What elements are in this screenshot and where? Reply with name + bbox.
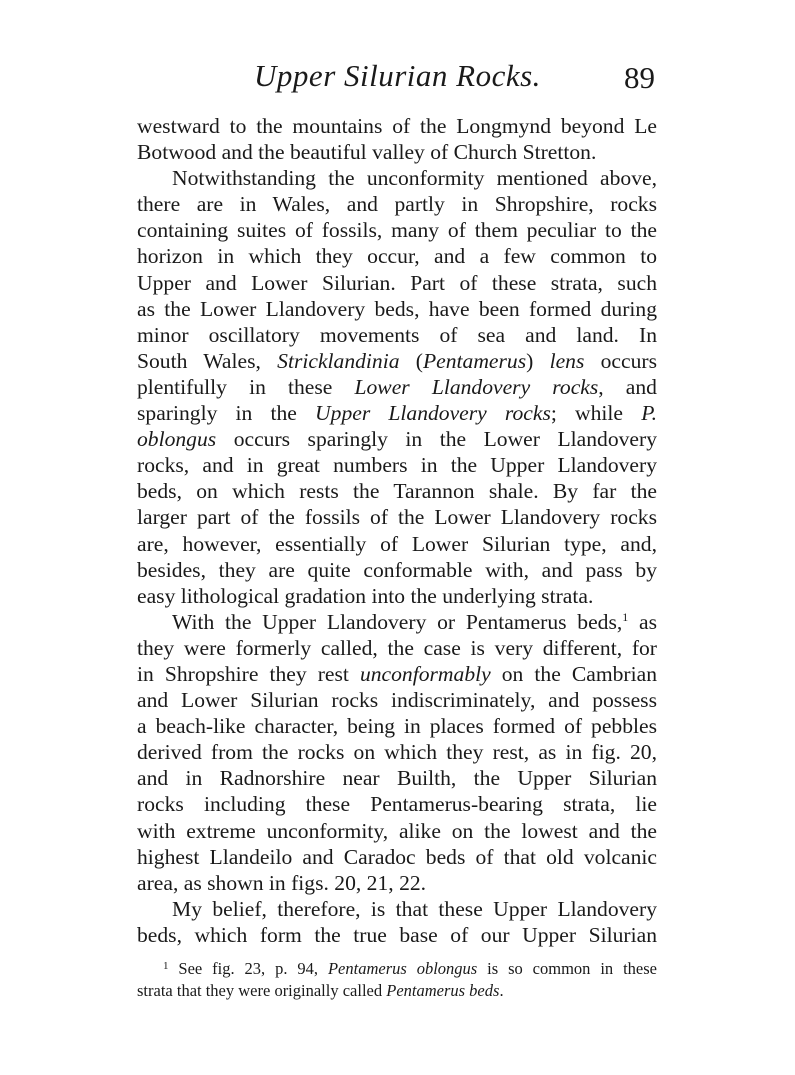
text-run: occurs sparingly in the Lower Llandovery bbox=[216, 427, 657, 452]
footnote bbox=[137, 958, 657, 1002]
italic-term: oblongus bbox=[137, 427, 217, 452]
text-line: westward to the mountains of the Longmynd beyond Le bbox=[137, 114, 657, 138]
italic-term: unconformably bbox=[359, 661, 491, 686]
text-run: strata that they were originally called bbox=[137, 981, 387, 1000]
text-line bbox=[137, 374, 657, 400]
text-line: rocks, and in great numbers in the Upper Llandovery bbox=[137, 453, 657, 478]
text-run: ; while bbox=[550, 401, 642, 426]
footnote-line bbox=[137, 980, 657, 1002]
footnote-marker: 1 bbox=[163, 960, 169, 972]
text-line: Upper and Lower Silurian. Part of these strata, such bbox=[137, 270, 657, 295]
text-run: See fig. 23, p. 94, bbox=[168, 959, 328, 978]
text-line bbox=[137, 426, 657, 452]
text-line: derived from the rocks on which they rest, as in fig. 20, bbox=[137, 740, 657, 765]
text-line: a beach-like character, being in places formed of pebbles bbox=[137, 714, 657, 739]
text-run: sparingly in the bbox=[137, 401, 316, 426]
text-line: as the Lower Llandovery beds, have been formed during bbox=[137, 296, 657, 321]
text-line: Notwithstanding the unconformity mentioned above, bbox=[172, 166, 657, 191]
text-run: is so common in these bbox=[477, 959, 658, 978]
text-run: ( bbox=[399, 348, 423, 373]
text-line bbox=[137, 609, 657, 635]
italic-term: Pentamerus beds bbox=[386, 981, 500, 1000]
text-run: , and bbox=[598, 374, 657, 399]
body-text bbox=[137, 113, 657, 948]
italic-term: Stricklandinia bbox=[277, 348, 400, 373]
text-line: and Lower Silurian rocks indiscriminately, and possess bbox=[137, 688, 657, 713]
text-line: larger part of the fossils of the Lower Llandovery rocks bbox=[137, 505, 657, 530]
text-line: beds, which form the true base of our Upper Silurian bbox=[137, 922, 657, 947]
italic-term: Lower Llandovery rocks bbox=[354, 374, 599, 399]
italic-term: lens bbox=[549, 348, 585, 373]
text-run: on the Cambrian bbox=[490, 661, 658, 686]
text-line: and in Radnorshire near Builth, the Upper Silurian bbox=[137, 766, 657, 791]
text-line bbox=[137, 661, 657, 687]
running-title: Upper Silurian Rocks. bbox=[254, 58, 541, 93]
italic-term: P. bbox=[641, 401, 657, 426]
text-line: minor oscillatory movements of sea and land. In bbox=[137, 322, 657, 347]
text-run: ) bbox=[526, 348, 550, 373]
text-run: occurs bbox=[584, 348, 657, 373]
footnote-reference: 1 bbox=[622, 609, 629, 624]
text-line: horizon in which they occur, and a few common to bbox=[137, 244, 657, 269]
text-run: as bbox=[628, 609, 657, 634]
text-run: With the Upper Llandovery or Pentamerus beds, bbox=[172, 609, 623, 634]
text-line bbox=[137, 400, 657, 426]
text-line: Botwood and the beautiful valley of Church Stretton. bbox=[137, 140, 597, 165]
text-run: in Shropshire they rest bbox=[137, 661, 360, 686]
italic-term: Pentamerus oblongus bbox=[327, 959, 478, 978]
text-line: My belief, therefore, is that these Upper Llandovery bbox=[172, 896, 657, 921]
text-run: South Wales, bbox=[137, 348, 278, 373]
text-line: are, however, essentially of Lower Silurian type, and, bbox=[137, 531, 657, 556]
text-line: they were formerly called, the case is very different, for bbox=[137, 635, 657, 660]
text-line: easy lithological gradation into the underlying strata. bbox=[137, 583, 594, 608]
text-line: with extreme unconformity, alike on the lowest and the bbox=[137, 818, 657, 843]
text-line: containing suites of fossils, many of them peculiar to the bbox=[137, 218, 657, 243]
page-number: 89 bbox=[624, 60, 655, 95]
text-line: highest Llandeilo and Caradoc beds of that old volcanic bbox=[137, 844, 657, 869]
text-line: there are in Wales, and partly in Shropshire, rocks bbox=[137, 192, 657, 217]
italic-term: Upper Llandovery rocks bbox=[315, 401, 551, 426]
footnote-line bbox=[137, 958, 657, 980]
italic-term: Pentamerus bbox=[422, 348, 527, 373]
text-run: . bbox=[499, 981, 504, 1000]
text-line: beds, on which rests the Tarannon shale. By far the bbox=[137, 479, 657, 504]
text-run: plentifully in these bbox=[137, 374, 355, 399]
text-line: area, as shown in figs. 20, 21, 22. bbox=[137, 870, 427, 895]
text-line: rocks including these Pentamerus-bearing strata, lie bbox=[137, 792, 657, 817]
page-header bbox=[0, 58, 795, 108]
text-line bbox=[137, 348, 657, 374]
text-line: besides, they are quite conformable with, and pass by bbox=[137, 557, 657, 582]
